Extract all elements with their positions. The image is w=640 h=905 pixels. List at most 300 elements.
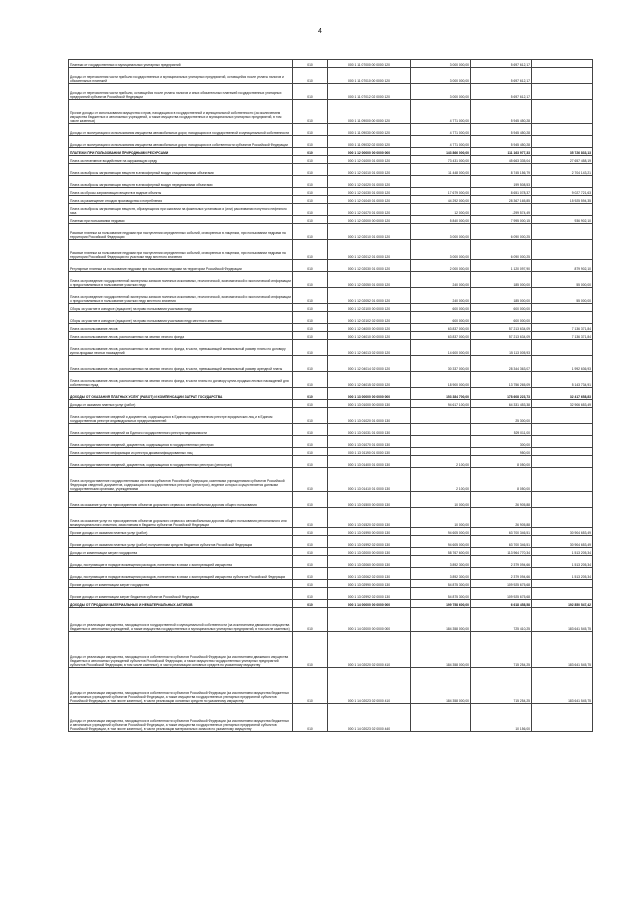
row-line-code: 010 <box>293 260 328 272</box>
row-approved-amount: 3 000 000,00 <box>411 240 471 260</box>
row-approved-amount: 3 892 300,00 <box>411 556 471 568</box>
table-row <box>69 424 593 436</box>
table-row <box>69 548 593 556</box>
row-unexecuted-amount <box>532 84 593 100</box>
row-approved-amount: 10 000,00 <box>411 508 471 528</box>
revenue-table-body <box>69 60 593 732</box>
row-approved-amount: 3 000 000,00 <box>411 68 471 84</box>
row-approved-amount: 143 866 000,00 <box>411 148 471 156</box>
row-approved-amount <box>411 424 471 436</box>
row-budget-code: 000 1 12 02050 01 0000 120 <box>328 272 411 288</box>
row-name: Плата за оказание услуг по присоединению объектов дорожного сервиса к автомобильным дорогам общего пользования регионального или межмуниципального значения, зачисляемая в бюджеты субъектов Российской Федерации <box>69 508 293 528</box>
row-unexecuted-amount <box>532 176 593 188</box>
row-unexecuted-amount: 27 657 458,19 <box>532 156 593 164</box>
row-unexecuted-amount <box>532 60 593 68</box>
page-number: 4 <box>318 28 322 35</box>
row-executed-amount: 8 745 156,79 <box>471 164 532 176</box>
row-name: Доходы от эксплуатации и использования имущества автомобильных дорог, находящихся в собственности субъектов Российской Федерации <box>69 136 293 148</box>
row-approved-amount <box>411 448 471 456</box>
row-line-code: 010 <box>293 568 328 580</box>
row-budget-code: 000 1 13 01500 00 0000 130 <box>328 492 411 508</box>
row-line-code: 010 <box>293 632 328 668</box>
revenue-table <box>68 59 593 732</box>
row-name: ПЛАТЕЖИ ПРИ ПОЛЬЗОВАНИИ ПРИРОДНЫМИ РЕСУРСАМИ <box>69 148 293 156</box>
row-executed-amount: 300,00 <box>471 436 532 448</box>
row-approved-amount: 5 840 000,00 <box>411 216 471 224</box>
row-line-code: 010 <box>293 60 328 68</box>
row-unexecuted-amount <box>532 468 593 492</box>
row-executed-amount: 26 905,88 <box>471 492 532 508</box>
row-executed-amount: 28 367 165,85 <box>471 196 532 204</box>
row-line-code: 010 <box>293 176 328 188</box>
row-line-code: 010 <box>293 408 328 424</box>
row-line-code: 010 <box>293 388 328 400</box>
row-line-code: 010 <box>293 508 328 528</box>
row-line-code: 010 <box>293 100 328 124</box>
row-unexecuted-amount <box>532 304 593 312</box>
row-approved-amount <box>411 176 471 188</box>
row-executed-amount: 725 410,25 <box>471 608 532 632</box>
table-row <box>69 400 593 408</box>
row-line-code: 010 <box>293 608 328 632</box>
row-approved-amount: 184 358 000,00 <box>411 632 471 668</box>
row-executed-amount: 6 090 000,25 <box>471 240 532 260</box>
row-unexecuted-amount: 30 904 653,49 <box>532 536 593 548</box>
row-line-code: 010 <box>293 224 328 240</box>
row-executed-amount: 28 344 363,07 <box>471 356 532 372</box>
table-row <box>69 188 593 196</box>
row-budget-code: 000 1 12 02100 00 0000 120 <box>328 304 411 312</box>
row-line-code: 010 <box>293 84 328 100</box>
row-name: Регулярные платежи за пользование недрами при пользовании недрами на территории Российской Федерации <box>69 260 293 272</box>
row-line-code: 010 <box>293 580 328 588</box>
row-budget-code: 000 1 13 01000 00 0000 130 <box>328 400 411 408</box>
row-unexecuted-amount: 35 726 833,13 <box>532 148 593 156</box>
row-approved-amount: 240 000,00 <box>411 272 471 288</box>
table-row <box>69 492 593 508</box>
row-name: Прочие доходы от оказания платных услуг (работ) <box>69 528 293 536</box>
row-approved-amount: 240 000,00 <box>411 288 471 304</box>
row-budget-code: 000 1 13 02992 02 0000 130 <box>328 588 411 600</box>
table-row <box>69 260 593 272</box>
row-budget-code: 000 1 13 01410 01 0000 130 <box>328 468 411 492</box>
row-line-code: 010 <box>293 68 328 84</box>
row-executed-amount: -299 574,49 <box>471 204 532 216</box>
row-name: Плата за использование лесов, расположенных на землях лесного фонда, в части платы по договору купли-продажи лесных насаждений для собственных нужд <box>69 372 293 388</box>
row-approved-amount: 94 617 100,00 <box>411 400 471 408</box>
row-budget-code: 000 1 12 02000 00 0000 120 <box>328 216 411 224</box>
row-name: Плата за предоставление информации из реестра дисквалифицированных лиц <box>69 448 293 456</box>
row-approved-amount: 30 337 000,00 <box>411 356 471 372</box>
row-approved-amount: 63 837 000,00 <box>411 324 471 332</box>
table-row <box>69 176 593 188</box>
row-line-code: 010 <box>293 436 328 448</box>
row-budget-code: 000 1 12 02102 02 0000 120 <box>328 312 411 324</box>
row-approved-amount: 44 292 000,00 <box>411 196 471 204</box>
row-unexecuted-amount: 30 904 653,49 <box>532 528 593 536</box>
row-unexecuted-amount: 1 992 636,93 <box>532 356 593 372</box>
row-unexecuted-amount <box>532 204 593 216</box>
row-approved-amount <box>411 704 471 732</box>
row-name: Плата за негативное воздействие на окружающую среду <box>69 156 293 164</box>
row-budget-code: 000 1 11 09030 00 0000 120 <box>328 124 411 136</box>
row-executed-amount: 950,00 <box>471 448 532 456</box>
row-name: Доходы от реализации имущества, находящегося в собственности субъектов Российской Федерации (за исключением движимого имущества бюджетных и автономных учреждений субъектов Российской Федерации, а также имущества государственных унитарных предприятий субъектов Российской Федерации, в том числе казенных), в части реализации основных средств по указанному имуществу <box>69 632 293 668</box>
table-row <box>69 388 593 400</box>
row-executed-amount: 25 300,00 <box>471 408 532 424</box>
row-executed-amount: 2 379 094,66 <box>471 568 532 580</box>
row-name: Плата за предоставление сведений, документов, содержащихся в государственных реестрах (регистрах) <box>69 456 293 468</box>
row-budget-code: 000 1 12 02012 01 0000 120 <box>328 240 411 260</box>
row-unexecuted-amount: 1 513 205,34 <box>532 548 593 556</box>
row-budget-code: 000 1 11 09000 00 0000 120 <box>328 100 411 124</box>
row-line-code: 010 <box>293 124 328 136</box>
row-line-code: 010 <box>293 164 328 176</box>
row-executed-amount: 57 213 634,09 <box>471 324 532 332</box>
row-unexecuted-amount <box>532 448 593 456</box>
row-line-code: 010 <box>293 492 328 508</box>
row-line-code: 010 <box>293 188 328 196</box>
row-line-code: 010 <box>293 372 328 388</box>
row-executed-amount: 600 000,00 <box>471 312 532 324</box>
row-unexecuted-amount: 1 513 205,34 <box>532 568 593 580</box>
row-approved-amount: 63 837 000,00 <box>411 332 471 340</box>
row-unexecuted-amount <box>532 492 593 508</box>
row-name: Доходы от эксплуатации и использования имущества автомобильных дорог, находящихся в государственной и муниципальной собственности <box>69 124 293 136</box>
row-name: Плата за выбросы загрязняющих веществ, образующихся при сжигании на факельных установках и (или) рассеивании попутного нефтяного газа <box>69 204 293 216</box>
row-unexecuted-amount <box>532 224 593 240</box>
row-name: Прочие доходы от компенсации затрат государства <box>69 580 293 588</box>
row-line-code: 010 <box>293 312 328 324</box>
row-budget-code: 000 1 13 02990 00 0000 130 <box>328 580 411 588</box>
row-budget-code: 000 1 13 01400 01 0000 130 <box>328 456 411 468</box>
row-unexecuted-amount <box>532 508 593 528</box>
row-budget-code: 000 1 13 02060 00 0000 130 <box>328 556 411 568</box>
row-approved-amount: 2 100,00 <box>411 456 471 468</box>
row-name: Прочие доходы от использования имущества и прав, находящихся в государственной и муниципальной собственности (за исключением имущества бюджетных и автономных учреждений, а также имущества государственных и муниципальных унитарных предприятий, в том числе казенных) <box>69 100 293 124</box>
row-unexecuted-amount <box>532 100 593 124</box>
row-line-code: 010 <box>293 424 328 436</box>
row-line-code: 010 <box>293 288 328 304</box>
table-row <box>69 556 593 568</box>
table-row <box>69 124 593 136</box>
row-line-code: 010 <box>293 456 328 468</box>
row-name: Сборы за участие в конкурсе (аукционе) на право пользования участками недр <box>69 304 293 312</box>
row-approved-amount: 2 000 000,00 <box>411 260 471 272</box>
row-budget-code: 000 1 13 02062 02 0000 130 <box>328 568 411 580</box>
row-approved-amount: 184 358 000,00 <box>411 668 471 704</box>
row-name: Доходы от перечисления части прибыли государственных и муниципальных унитарных предприятий, остающейся после уплаты налогов и обязательных платежей <box>69 68 293 84</box>
table-row <box>69 332 593 340</box>
row-unexecuted-amount: 879 902,10 <box>532 260 593 272</box>
row-budget-code: 000 1 12 02052 01 0000 120 <box>328 288 411 304</box>
row-budget-code: 000 1 12 02030 01 0000 120 <box>328 260 411 272</box>
row-unexecuted-amount <box>532 136 593 148</box>
row-unexecuted-amount: 183 641 545,75 <box>532 632 593 668</box>
row-name: Плата за сбросы загрязняющих веществ в водные объекты <box>69 188 293 196</box>
row-executed-amount: 5 945 450,28 <box>471 136 532 148</box>
row-line-code: 010 <box>293 468 328 492</box>
row-line-code: 010 <box>293 204 328 216</box>
row-name: Доходы от реализации имущества, находящегося в государственной и муниципальной собственности (за исключением движимого имущества бюджетных и автономных учреждений, а также имущества государственных и муниципальных унитарных предприятий, в том числе казенных) <box>69 608 293 632</box>
row-line-code: 010 <box>293 536 328 548</box>
row-unexecuted-amount: 192 850 547,42 <box>532 600 593 608</box>
row-approved-amount: 600 000,00 <box>411 312 471 324</box>
row-line-code: 010 <box>293 272 328 288</box>
row-approved-amount: 17 679 000,00 <box>411 188 471 196</box>
row-unexecuted-amount <box>532 456 593 468</box>
row-executed-amount: 7 995 000,15 <box>471 216 532 224</box>
row-unexecuted-amount <box>532 240 593 260</box>
row-unexecuted-amount: 183 641 545,75 <box>532 668 593 704</box>
row-line-code: 010 <box>293 588 328 600</box>
row-name: Доходы от реализации имущества, находящегося в собственности субъектов Российской Федерации (за исключением имущества бюджетных и автономных учреждений субъектов Российской Федерации, а также имущества государственных унитарных предприятий субъектов Российской Федерации, в том числе казенных), в части реализации основных средств по указанному имуществу <box>69 668 293 704</box>
row-approved-amount: 73 431 000,00 <box>411 156 471 164</box>
table-row <box>69 196 593 204</box>
row-line-code: 010 <box>293 704 328 732</box>
row-approved-amount: 3 000 000,00 <box>411 84 471 100</box>
row-unexecuted-amount <box>532 340 593 356</box>
row-name: Доходы от реализации имущества, находящегося в собственности субъектов Российской Федерации (за исключением имущества бюджетных и автономных учреждений субъектов Российской Федерации, а также имущества государственных унитарных предприятий субъектов Российской Федерации, в том числе казенных), в части реализации материальных запасов по указанному имуществу <box>69 704 293 732</box>
row-budget-code: 000 1 14 02023 02 0000 410 <box>328 668 411 704</box>
row-name: Плата за предоставление сведений, документов, содержащихся в государственных реестрах <box>69 436 293 448</box>
row-unexecuted-amount: 32 906 653,49 <box>532 400 593 408</box>
table-row <box>69 288 593 304</box>
row-executed-amount: 5 697 612,17 <box>471 84 532 100</box>
table-row <box>69 608 593 632</box>
table-row <box>69 68 593 84</box>
row-executed-amount: 185 000,00 <box>471 288 532 304</box>
row-name: Плата за предоставление государственными органами субъектов Российской Федерации, казенными учреждениями субъектов Российской Федерации сведений, документов, содержащихся в государственных реестрах (регистрах), ведение которых осуществляется данными государственными органами, учреждениями <box>69 468 293 492</box>
row-unexecuted-amount: 55 000,00 <box>532 272 593 288</box>
row-executed-amount: 45 663 335,04 <box>471 156 532 164</box>
row-name: Прочие доходы от оказания платных услуг (работ) получателями средств бюджетов субъектов Российской Федерации <box>69 536 293 548</box>
row-line-code: 010 <box>293 324 328 332</box>
row-line-code: 010 <box>293 156 328 164</box>
row-unexecuted-amount: 15 925 594,35 <box>532 196 593 204</box>
row-approved-amount: 12 000,00 <box>411 204 471 216</box>
row-unexecuted-amount <box>532 68 593 84</box>
row-budget-code: 000 1 13 01070 01 0000 130 <box>328 436 411 448</box>
row-name: Доходы, поступающие в порядке возмещения расходов, понесенных в связи с эксплуатацией имущества субъектов Российской Федерации <box>69 568 293 580</box>
row-approved-amount: 4 771 000,00 <box>411 100 471 124</box>
row-name: Плата за использование лесов, расположенных на землях лесного фонда, в части, превышающей минимальный размер платы по договору купли-продажи лесных насаждений <box>69 340 293 356</box>
row-budget-code: 000 1 12 01020 01 0000 120 <box>328 176 411 188</box>
row-executed-amount: 185 000,00 <box>471 272 532 288</box>
row-line-code: 010 <box>293 668 328 704</box>
row-unexecuted-amount <box>532 124 593 136</box>
row-approved-amount: 54 875 300,00 <box>411 588 471 600</box>
row-line-code: 010 <box>293 448 328 456</box>
row-line-code: 010 <box>293 240 328 260</box>
table-row <box>69 312 593 324</box>
row-approved-amount: 94 605 000,00 <box>411 528 471 536</box>
row-approved-amount: 3 892 300,00 <box>411 568 471 580</box>
row-unexecuted-amount: 936 902,10 <box>532 216 593 224</box>
row-budget-code: 000 1 14 02000 00 0000 000 <box>328 608 411 632</box>
row-name: Плата за использование лесов, расположенных на землях лесного фонда <box>69 332 293 340</box>
row-unexecuted-amount <box>532 580 593 588</box>
row-executed-amount: 715 254,25 <box>471 632 532 668</box>
row-budget-code: 000 1 13 00000 00 0000 000 <box>328 388 411 400</box>
row-budget-code: 000 1 13 01020 01 0000 130 <box>328 408 411 424</box>
row-line-code: 010 <box>293 548 328 556</box>
row-line-code: 010 <box>293 304 328 312</box>
row-name: Плата за размещение отходов производства и потребления <box>69 196 293 204</box>
row-approved-amount: 14 600 000,00 <box>411 340 471 356</box>
row-executed-amount: 8 050,00 <box>471 456 532 468</box>
table-row <box>69 84 593 100</box>
row-name: Платежи при пользовании недрами <box>69 216 293 224</box>
row-name: Доходы от оказания платных услуг (работ) <box>69 400 293 408</box>
row-approved-amount: 184 358 000,00 <box>411 608 471 632</box>
row-approved-amount <box>411 436 471 448</box>
row-line-code: 010 <box>293 400 328 408</box>
table-row <box>69 216 593 224</box>
row-executed-amount: 178 608 223,73 <box>471 388 532 400</box>
row-unexecuted-amount: 1 513 205,34 <box>532 556 593 568</box>
row-name: Плата за проведение государственной экспертизы запасов полезных ископаемых, геологической, экономической и экологической информации о предоставляемых в пользование участках недр <box>69 272 293 288</box>
table-row <box>69 468 593 492</box>
row-budget-code: 000 1 12 04014 02 0000 120 <box>328 356 411 372</box>
row-name: Платежи от государственных и муниципальных унитарных предприятий <box>69 60 293 68</box>
row-budget-code: 000 1 13 01992 02 0000 130 <box>328 536 411 548</box>
table-row <box>69 536 593 548</box>
row-budget-code: 000 1 13 01990 00 0000 130 <box>328 528 411 536</box>
row-line-code: 010 <box>293 196 328 204</box>
row-approved-amount: 199 758 600,00 <box>411 600 471 608</box>
row-line-code: 010 <box>293 216 328 224</box>
row-unexecuted-amount: 5 143 734,91 <box>532 372 593 388</box>
row-unexecuted-amount: 55 000,00 <box>532 288 593 304</box>
row-approved-amount: 153 384 700,00 <box>411 388 471 400</box>
table-row <box>69 324 593 332</box>
table-row <box>69 436 593 448</box>
row-line-code: 010 <box>293 332 328 340</box>
row-budget-code: 000 1 12 04015 02 0000 120 <box>328 372 411 388</box>
row-name: Плата за выбросы загрязняющих веществ в атмосферный воздух стационарными объектами <box>69 164 293 176</box>
row-approved-amount: 600 000,00 <box>411 304 471 312</box>
row-executed-amount: 8 651 078,37 <box>471 188 532 196</box>
table-row <box>69 372 593 388</box>
row-unexecuted-amount: 183 641 545,75 <box>532 608 593 632</box>
row-approved-amount: 10 000,00 <box>411 492 471 508</box>
table-row <box>69 356 593 372</box>
row-executed-amount: 5 697 612,17 <box>471 60 532 68</box>
row-executed-amount: 1 120 097,90 <box>471 260 532 272</box>
row-approved-amount: 4 771 000,00 <box>411 136 471 148</box>
row-name: Плата за использование лесов, расположенных на землях лесного фонда, в части, превышающей минимальный размер арендной платы <box>69 356 293 372</box>
row-budget-code: 000 1 12 04000 00 0000 120 <box>328 324 411 332</box>
row-budget-code: 000 1 12 04010 00 0000 120 <box>328 332 411 340</box>
row-unexecuted-amount <box>532 408 593 424</box>
row-budget-code: 000 1 12 00000 00 0000 000 <box>328 148 411 156</box>
row-executed-amount: 57 213 634,09 <box>471 332 532 340</box>
table-row <box>69 100 593 124</box>
row-line-code: 010 <box>293 556 328 568</box>
row-line-code: 010 <box>293 356 328 372</box>
row-line-code: 010 <box>293 528 328 536</box>
row-name: Разовые платежи за пользование недрами при наступлении определенных событий, оговоренных в лицензии, при пользовании недрами на территории Российской Федерации по участкам недр местного значения <box>69 240 293 260</box>
row-budget-code: 000 1 12 01000 01 0000 120 <box>328 156 411 164</box>
row-line-code: 010 <box>293 600 328 608</box>
row-budget-code: 000 1 13 02000 00 0000 130 <box>328 548 411 556</box>
row-unexecuted-amount: 2 704 143,21 <box>532 164 593 176</box>
row-executed-amount: 600 000,00 <box>471 304 532 312</box>
row-name: Плата за выбросы загрязняющих веществ в атмосферный воздух передвижными объектами <box>69 176 293 188</box>
row-executed-amount: 109 925 675,68 <box>471 588 532 600</box>
table-row <box>69 60 593 68</box>
table-row <box>69 340 593 356</box>
table-row <box>69 508 593 528</box>
row-executed-amount: 109 925 675,68 <box>471 580 532 588</box>
row-executed-amount: 111 163 977,33 <box>471 148 532 156</box>
table-row <box>69 580 593 588</box>
row-unexecuted-amount <box>532 312 593 324</box>
row-approved-amount: 3 000 000,00 <box>411 60 471 68</box>
table-row <box>69 668 593 704</box>
row-budget-code: 000 1 11 07000 00 0000 120 <box>328 60 411 68</box>
row-executed-amount: 113 964 770,34 <box>471 548 532 556</box>
table-row <box>69 704 593 732</box>
table-row <box>69 568 593 580</box>
row-approved-amount: 58 767 600,00 <box>411 548 471 556</box>
row-budget-code: 000 1 14 00000 00 0000 000 <box>328 600 411 608</box>
row-budget-code: 000 1 13 01520 02 0000 130 <box>328 508 411 528</box>
row-executed-amount: 5 697 612,17 <box>471 68 532 84</box>
row-line-code: 010 <box>293 136 328 148</box>
row-approved-amount: 54 875 300,00 <box>411 580 471 588</box>
table-row <box>69 632 593 668</box>
row-approved-amount: 94 605 000,00 <box>411 536 471 548</box>
row-executed-amount: 199 508,53 <box>471 176 532 188</box>
row-budget-code: 000 1 12 02010 01 0000 120 <box>328 224 411 240</box>
row-approved-amount: 3 000 000,00 <box>411 224 471 240</box>
table-row <box>69 448 593 456</box>
row-executed-amount: 5 945 450,28 <box>471 100 532 124</box>
row-line-code: 010 <box>293 148 328 156</box>
table-row <box>69 528 593 536</box>
row-name: Плата за использование лесов <box>69 324 293 332</box>
row-budget-code: 000 1 12 01040 01 0000 120 <box>328 196 411 204</box>
row-executed-amount: 63 700 346,51 <box>471 536 532 548</box>
row-name: Плата за предоставление сведений и документов, содержащихся в Едином государственном реестре юридических лиц и в Едином государственном реестре индивидуальных предпринимателей <box>69 408 293 424</box>
row-unexecuted-amount <box>532 588 593 600</box>
row-executed-amount: 529 011,00 <box>471 424 532 436</box>
row-executed-amount: 26 905,88 <box>471 508 532 528</box>
row-executed-amount: 15 113 005,93 <box>471 340 532 356</box>
row-name: Прочие доходы от компенсации затрат бюджетов субъектов Российской Федерации <box>69 588 293 600</box>
table-row <box>69 600 593 608</box>
table-row <box>69 240 593 260</box>
table-row <box>69 164 593 176</box>
table-row <box>69 408 593 424</box>
row-approved-amount: 18 900 000,00 <box>411 372 471 388</box>
row-executed-amount: 5 945 450,28 <box>471 124 532 136</box>
row-budget-code: 000 1 14 02023 02 0000 440 <box>328 704 411 732</box>
row-unexecuted-amount <box>532 436 593 448</box>
table-row <box>69 456 593 468</box>
row-executed-amount: 6 090 000,25 <box>471 224 532 240</box>
row-name: Разовые платежи за пользование недрами при наступлении определенных событий, оговоренных в лицензии, при пользовании недрами на территории Российской Федерации <box>69 224 293 240</box>
table-row <box>69 156 593 164</box>
row-name: Плата за оказание услуг по присоединению объектов дорожного сервиса к автомобильным дорогам общего пользования <box>69 492 293 508</box>
row-budget-code: 000 1 14 02020 02 0000 410 <box>328 632 411 668</box>
row-budget-code: 000 1 11 09032 02 0000 120 <box>328 136 411 148</box>
row-approved-amount <box>411 408 471 424</box>
row-executed-amount: 8 050,00 <box>471 468 532 492</box>
row-name: Доходы, поступающие в порядке возмещения расходов, понесенных в связи с эксплуатацией имущества <box>69 556 293 568</box>
